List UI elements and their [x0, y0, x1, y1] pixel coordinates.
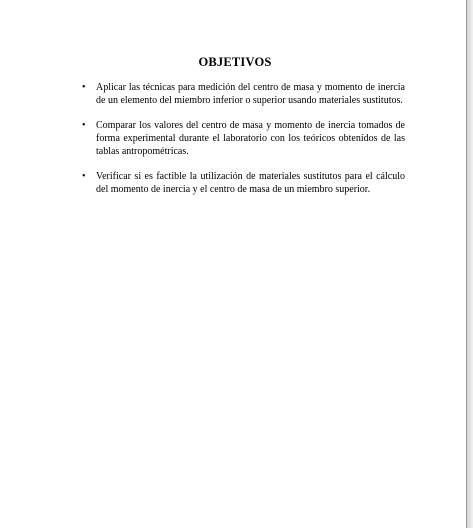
objective-text: Aplicar las técnicas para medición del centro de masa y momento de inercia de un elemento del miembro inferior o superior usando materiales sustitutos. [96, 82, 405, 106]
objective-text: Verificar si es factible la utilización de materiales sustitutos para el cálculo del momento de inercia y el centro de masa de un miembro superior. [96, 171, 405, 195]
list-item-objective-2 [78, 119, 405, 158]
objective-text: Comparar los valores del centro de masa y momento de inercia tomados de forma experimental durante el laboratorio con los teóricos obtenidos de las tablas antropométricas. [96, 120, 405, 157]
list-item-objective-3 [78, 170, 405, 196]
list-item-objective-1 [78, 81, 405, 107]
section-heading: OBJETIVOS [198, 55, 272, 69]
bullet-icon: • [82, 171, 86, 182]
bullet-icon: • [82, 120, 86, 131]
objectives-list [78, 81, 405, 208]
page-shadow [467, 0, 473, 528]
bullet-icon: • [82, 82, 86, 93]
